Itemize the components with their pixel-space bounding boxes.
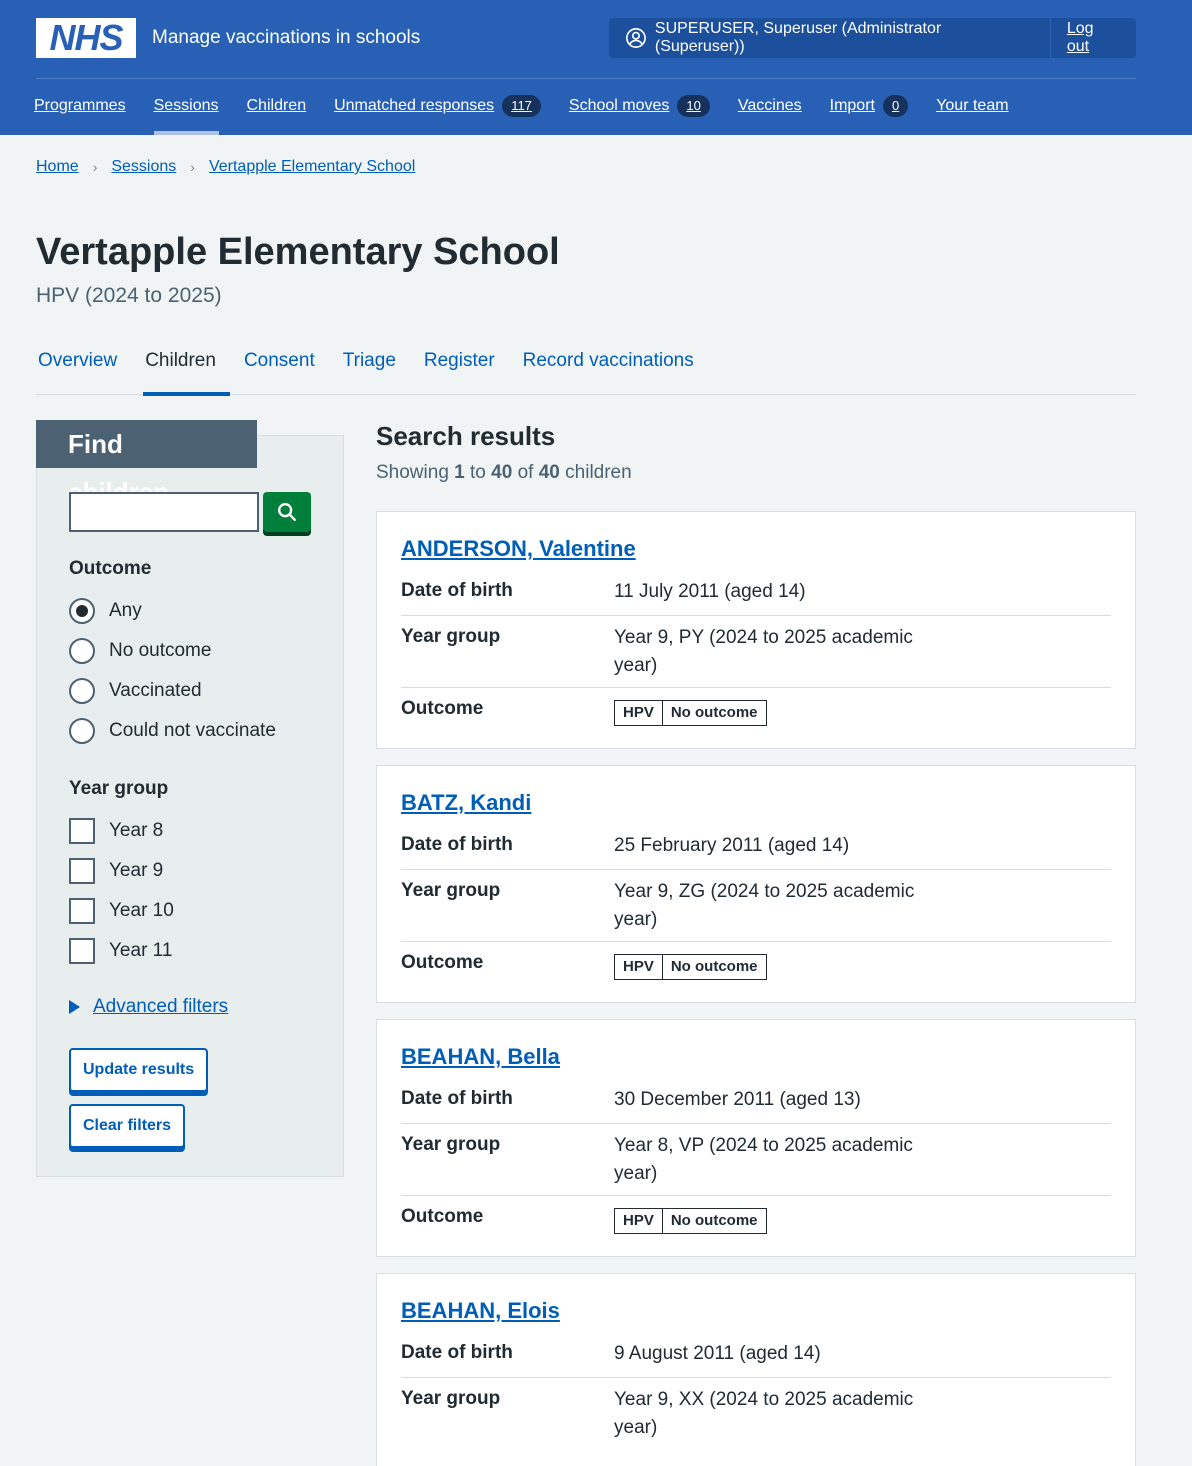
dob-value: 30 December 2011 (aged 13)	[614, 1089, 861, 1110]
outcome-value	[614, 698, 934, 726]
site-header	[0, 0, 1192, 135]
clear-filters-button[interactable]: Clear filters	[69, 1104, 185, 1148]
year-option-9[interactable]	[69, 858, 163, 884]
count-total: 40	[538, 462, 560, 483]
dob-label: Date of birth	[401, 1342, 513, 1363]
child-name-link[interactable]: BEAHAN, Bella	[401, 1044, 560, 1069]
count-text: of	[517, 462, 534, 483]
radio-button[interactable]	[69, 678, 95, 704]
logout-link[interactable]: Log out	[1066, 20, 1094, 55]
status-tag: No outcome	[662, 701, 766, 725]
tab-record-vaccinations[interactable]: Record vaccinations	[522, 350, 694, 371]
dob-row	[401, 832, 1111, 870]
year-label: Year group	[401, 880, 501, 901]
child-card	[376, 765, 1136, 1003]
year-row	[401, 624, 1111, 688]
child-name-link[interactable]: BEAHAN, Elois	[401, 1298, 560, 1323]
nav-label: Programmes	[34, 97, 126, 114]
caret-right-icon	[69, 1000, 80, 1014]
year-value: Year 9, PY (2024 to 2025 academic year)	[614, 627, 913, 676]
nav-label: Your team	[936, 97, 1009, 114]
nav-unmatched-responses[interactable]	[334, 92, 541, 135]
chevron-right-icon: ›	[190, 159, 195, 175]
count-text: Showing	[376, 462, 449, 483]
account-bar	[609, 18, 1136, 58]
page-caption: HPV (2024 to 2025)	[36, 284, 222, 307]
status-tag: No outcome	[662, 1209, 766, 1233]
session-tabs	[36, 340, 1136, 395]
year-value: Year 9, ZG (2024 to 2025 academic year)	[614, 881, 915, 930]
checkbox[interactable]	[69, 818, 95, 844]
checkbox[interactable]	[69, 858, 95, 884]
search-input[interactable]	[69, 492, 259, 532]
nav-label: Vaccines	[737, 97, 802, 114]
year-row	[401, 1132, 1111, 1196]
tab-overview[interactable]: Overview	[38, 350, 118, 371]
nav-sessions[interactable]	[154, 92, 219, 135]
dob-value: 9 August 2011 (aged 14)	[614, 1343, 821, 1364]
nhs-logo[interactable]: NHS	[36, 18, 136, 58]
count-badge: 117	[502, 95, 541, 117]
status-tag: No outcome	[662, 955, 766, 979]
year-option-8[interactable]	[69, 818, 163, 844]
page-title: Vertapple Elementary School	[36, 231, 560, 273]
programme-tag: HPV	[623, 1212, 654, 1229]
outcome-option-no-outcome[interactable]	[69, 638, 211, 664]
breadcrumb-sessions[interactable]: Sessions	[111, 158, 177, 175]
option-label: Year 9	[109, 860, 164, 881]
count-text: to	[470, 462, 486, 483]
advanced-filters-toggle[interactable]	[69, 996, 228, 1018]
nav-vaccines[interactable]	[738, 92, 802, 135]
year-label: Year group	[401, 1388, 501, 1409]
advanced-filters-link[interactable]: Advanced filters	[93, 996, 229, 1017]
dob-row	[401, 1086, 1111, 1124]
nav-your-team[interactable]	[936, 92, 1008, 135]
count-text: children	[565, 462, 632, 483]
option-label: Any	[109, 600, 142, 621]
tab-consent[interactable]: Consent	[243, 350, 315, 371]
count-badge: 10	[677, 95, 709, 117]
radio-button[interactable]	[69, 598, 95, 624]
nav-programmes[interactable]	[34, 92, 126, 135]
nav-school-moves[interactable]	[569, 92, 710, 135]
year-row	[401, 1386, 1111, 1450]
option-label: Year 10	[109, 900, 174, 921]
nav-import[interactable]	[830, 92, 909, 135]
child-card	[376, 1019, 1136, 1257]
year-option-10[interactable]	[69, 898, 174, 924]
year-label: Year group	[401, 626, 501, 647]
outcome-row	[401, 1206, 1111, 1236]
update-results-button[interactable]: Update results	[69, 1048, 208, 1092]
tab-register[interactable]: Register	[423, 350, 495, 371]
filter-title: Find	[36, 420, 257, 468]
outcome-tag	[614, 1208, 767, 1234]
breadcrumb-home[interactable]: Home	[36, 158, 79, 175]
year-group-legend: Year group	[69, 778, 169, 799]
outcome-label: Outcome	[401, 1206, 484, 1227]
radio-button[interactable]	[69, 638, 95, 664]
outcome-label: Outcome	[401, 698, 484, 719]
year-value: Year 9, XX (2024 to 2025 academic year)	[614, 1389, 914, 1438]
programme-tag: HPV	[623, 958, 654, 975]
outcome-tag	[614, 700, 767, 726]
outcome-option-any[interactable]	[69, 598, 142, 624]
year-value: Year 8, VP (2024 to 2025 academic year)	[614, 1135, 913, 1184]
nav-label: Import	[829, 97, 875, 114]
primary-nav	[34, 92, 1037, 135]
breadcrumb	[36, 158, 415, 176]
results-title: Search results	[376, 421, 556, 451]
child-name-link[interactable]: ANDERSON, Valentine	[401, 536, 636, 561]
option-label: Could not vaccinate	[109, 720, 276, 741]
count-to: 40	[491, 462, 513, 483]
outcome-value	[614, 952, 934, 980]
chevron-right-icon: ›	[92, 159, 98, 175]
programme-tag: HPV	[623, 704, 654, 721]
option-label: Year 11	[109, 940, 173, 961]
outcome-option-could-not-vaccinate[interactable]	[69, 718, 276, 744]
year-row	[401, 878, 1111, 942]
outcome-value	[614, 1206, 934, 1234]
search-icon	[276, 501, 298, 523]
radio-button[interactable]	[69, 718, 95, 744]
nav-label: Sessions	[153, 97, 219, 114]
tab-triage[interactable]: Triage	[342, 350, 396, 371]
year-label: Year group	[401, 1134, 501, 1155]
header-divider	[36, 78, 1136, 79]
dob-label: Date of birth	[401, 580, 513, 601]
outcome-legend: Outcome	[69, 558, 152, 579]
tab-children[interactable]: Children	[143, 340, 230, 395]
option-label: Vaccinated	[109, 680, 202, 701]
dob-row	[401, 578, 1111, 616]
results-count	[376, 460, 632, 486]
outcome-label: Outcome	[401, 952, 484, 973]
nav-label: Children	[246, 97, 307, 114]
dob-label: Date of birth	[401, 834, 513, 855]
checkbox[interactable]	[69, 938, 95, 964]
checkbox[interactable]	[69, 898, 95, 924]
service-name[interactable]: Manage vaccinations in schools	[152, 27, 421, 48]
child-card	[376, 511, 1136, 749]
outcome-option-vaccinated[interactable]	[69, 678, 202, 704]
year-option-11[interactable]	[69, 938, 172, 964]
count-from: 1	[454, 462, 465, 483]
search-button[interactable]	[263, 492, 311, 532]
nav-label: Unmatched responses	[334, 97, 495, 114]
outcome-row	[401, 952, 1111, 982]
count-badge: 0	[883, 95, 908, 117]
nav-children[interactable]	[247, 92, 307, 135]
option-label: No outcome	[109, 640, 212, 661]
dob-value: 11 July 2011 (aged 14)	[614, 581, 806, 602]
dob-row	[401, 1340, 1111, 1378]
option-label: Year 8	[109, 820, 164, 841]
outcome-tag	[614, 954, 767, 980]
user-icon	[625, 27, 647, 49]
child-name-link[interactable]: BATZ, Kandi	[401, 790, 532, 815]
outcome-row	[401, 698, 1111, 728]
account-user-name: SUPERUSER, Superuser (Administrator (Superuser))	[654, 20, 942, 55]
child-card	[376, 1273, 1136, 1466]
nav-label: School moves	[568, 97, 670, 114]
breadcrumb-school[interactable]: Vertapple Elementary School	[208, 158, 416, 175]
dob-label: Date of birth	[401, 1088, 513, 1109]
dob-value: 25 February 2011 (aged 14)	[614, 835, 850, 856]
account-user	[609, 18, 1051, 58]
